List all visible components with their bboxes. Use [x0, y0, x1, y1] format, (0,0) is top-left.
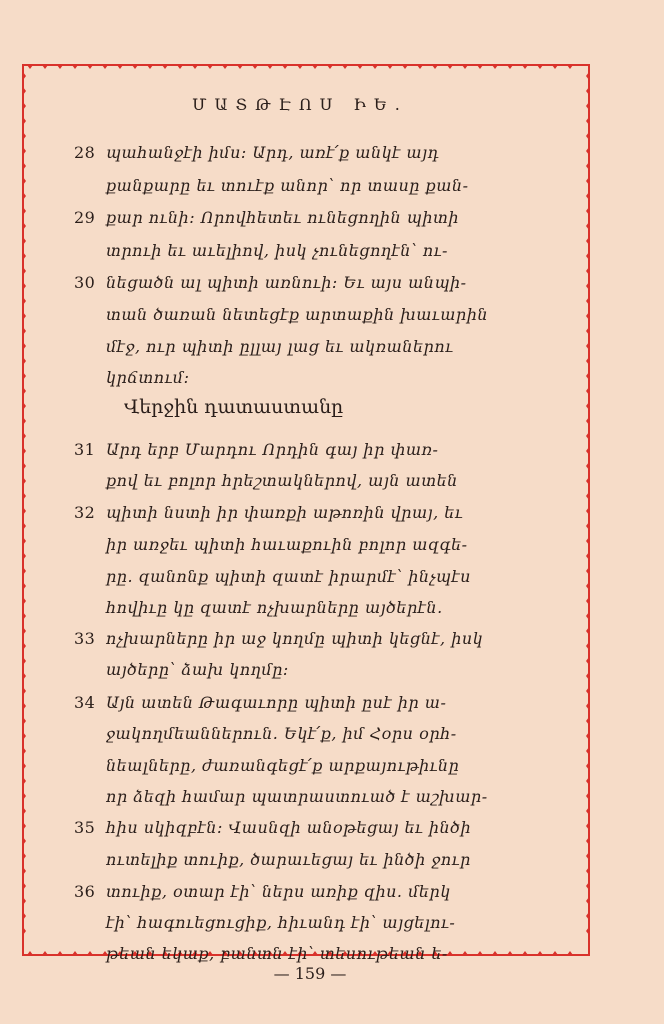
- border-diamond: [586, 552, 590, 560]
- border-diamond: [586, 312, 590, 320]
- border-diamond: [22, 522, 26, 530]
- border-diamond: [22, 357, 26, 365]
- border-diamond: [342, 64, 348, 69]
- border-diamond: [252, 64, 258, 69]
- border-diamond: [22, 222, 26, 230]
- border-diamond: [22, 567, 26, 575]
- line-text: տրուի եւ աւելիով, իսկ չունեցողէն՝ ու-: [106, 241, 448, 260]
- border-diamond: [22, 612, 26, 620]
- border-diamond: [22, 717, 26, 725]
- border-diamond: [22, 867, 26, 875]
- border-diamond: [22, 927, 26, 935]
- border-diamond: [22, 597, 26, 605]
- border-diamond: [417, 64, 423, 69]
- border-diamond: [586, 147, 590, 155]
- border-diamond: [22, 582, 26, 590]
- border-diamond: [22, 792, 26, 800]
- text-line: [74, 268, 544, 298]
- line-text: քար ունի։ Որովհետեւ ունեցողին պիտի: [106, 208, 460, 227]
- border-diamond: [357, 64, 363, 69]
- verse-number: 31: [74, 440, 96, 459]
- border-diamond: [22, 882, 26, 890]
- border-diamond: [22, 267, 26, 275]
- text-line: [74, 530, 544, 560]
- border-diamond: [586, 642, 590, 650]
- border-diamond: [586, 567, 590, 575]
- border-diamond: [22, 777, 26, 785]
- border-diamond: [586, 327, 590, 335]
- text-line: [74, 435, 544, 465]
- line-text: ոչխարները իր աջ կողմը պիտի կեցնէ, իսկ: [106, 629, 484, 648]
- border-diamond: [312, 64, 318, 69]
- border-diamond: [586, 882, 590, 890]
- border-diamond: [586, 387, 590, 395]
- border-diamond: [586, 447, 590, 455]
- border-diamond: [22, 747, 26, 755]
- verse-number: 28: [74, 143, 96, 162]
- border-diamond: [22, 117, 26, 125]
- text-line: [74, 813, 544, 843]
- text-line: [74, 363, 544, 393]
- line-text: կրճտում։: [106, 368, 190, 387]
- border-diamond: [22, 552, 26, 560]
- border-diamond: [447, 64, 453, 69]
- line-text: էի՝ հագուեցուցիք, հիւանդ էի՝ այցելու-: [106, 913, 456, 932]
- border-diamond: [586, 522, 590, 530]
- border-diamond: [586, 897, 590, 905]
- border-diamond: [586, 222, 590, 230]
- border-diamond: [22, 837, 26, 845]
- text-line: [74, 845, 544, 875]
- border-diamond: [22, 447, 26, 455]
- text-line: [74, 562, 544, 592]
- border-diamond: [586, 597, 590, 605]
- text-line: [74, 908, 544, 938]
- border-diamond: [567, 64, 573, 69]
- border-diamond: [22, 282, 26, 290]
- border-diamond: [117, 64, 123, 69]
- border-diamond: [507, 64, 513, 69]
- border-diamond: [22, 237, 26, 245]
- border-diamond: [22, 402, 26, 410]
- border-diamond: [297, 64, 303, 69]
- border-diamond: [22, 807, 26, 815]
- border-diamond: [586, 762, 590, 770]
- border-diamond: [432, 64, 438, 69]
- border-diamond: [586, 672, 590, 680]
- line-text: տան ծառան նետեցէք արտաքին խաւարին: [106, 305, 489, 324]
- border-diamond: [387, 64, 393, 69]
- border-diamond: [22, 672, 26, 680]
- border-diamond: [586, 477, 590, 485]
- border-diamond: [586, 192, 590, 200]
- border-diamond: [22, 327, 26, 335]
- text-line: [74, 332, 544, 362]
- border-diamond: [586, 912, 590, 920]
- border-diamond: [586, 87, 590, 95]
- border-diamond: [586, 462, 590, 470]
- border-diamond: [586, 582, 590, 590]
- border-diamond: [586, 822, 590, 830]
- text-line: [74, 300, 544, 330]
- border-diamond: [586, 162, 590, 170]
- border-diamond: [586, 492, 590, 500]
- border-diamond: [22, 417, 26, 425]
- border-diamond: [586, 357, 590, 365]
- text-line: [74, 624, 544, 654]
- border-diamond: [586, 372, 590, 380]
- border-diamond: [22, 822, 26, 830]
- border-diamond: [22, 537, 26, 545]
- border-diamond: [586, 117, 590, 125]
- line-text: թեան եկաք, բանտն էի՝ տեսութեան ե-: [106, 944, 448, 963]
- border-diamond: [22, 132, 26, 140]
- border-diamond: [22, 192, 26, 200]
- border-diamond: [42, 64, 48, 69]
- line-text: նեցածն ալ պիտի առնուի։ Եւ այս անպի-: [106, 273, 467, 292]
- line-text: ուտելիք տուիք, ծարաւեցայ եւ ինծի ջուր: [106, 850, 471, 869]
- line-text: հովիւը կը զատէ ոչխարները այծերէն.: [106, 598, 443, 617]
- border-diamond: [586, 627, 590, 635]
- border-diamond: [22, 372, 26, 380]
- line-text: պահանջէի իմս։ Արդ, առէ՛ք անկէ այդ: [106, 143, 440, 162]
- border-diamond: [222, 64, 228, 69]
- border-diamond: [522, 64, 528, 69]
- section-subtitle: Վերջին դատաստանը: [124, 396, 344, 418]
- border-diamond: [22, 342, 26, 350]
- text-line: [74, 751, 544, 781]
- border-diamond: [162, 64, 168, 69]
- page-number: — 159 —: [273, 964, 347, 983]
- border-diamond: [586, 417, 590, 425]
- border-diamond: [586, 657, 590, 665]
- border-diamond: [586, 342, 590, 350]
- border-diamond: [72, 64, 78, 69]
- border-diamond: [22, 627, 26, 635]
- border-diamond: [586, 252, 590, 260]
- verse-number: 35: [74, 818, 96, 837]
- border-diamond: [22, 687, 26, 695]
- border-diamond: [586, 297, 590, 305]
- border-diamond: [22, 492, 26, 500]
- text-line: [74, 877, 544, 907]
- border-diamond: [586, 867, 590, 875]
- verse-number: 29: [74, 208, 96, 227]
- border-diamond: [22, 297, 26, 305]
- text-line: [74, 688, 544, 718]
- border-diamond: [27, 64, 33, 69]
- border-diamond: [22, 252, 26, 260]
- line-text: որ ձեզի համար պատրաստուած է աշխար-: [106, 787, 488, 806]
- text-line: [74, 138, 544, 168]
- border-diamond: [22, 387, 26, 395]
- border-diamond: [552, 951, 558, 956]
- border-diamond: [22, 162, 26, 170]
- border-diamond: [586, 72, 590, 80]
- border-diamond: [57, 951, 63, 956]
- border-diamond: [586, 687, 590, 695]
- text-line: [74, 782, 544, 812]
- border-diamond: [586, 537, 590, 545]
- line-text: մէջ, ուր պիտի ըլլայ լաց եւ ակռաներու: [106, 337, 454, 356]
- border-diamond: [586, 132, 590, 140]
- border-diamond: [147, 64, 153, 69]
- border-diamond: [586, 732, 590, 740]
- line-text: իր առջեւ պիտի հաւաքուին բոլոր ազգե-: [106, 535, 468, 554]
- verse-number: 32: [74, 503, 96, 522]
- line-text: հիս սկիզբէն։ Վասնզի անօթեցայ եւ ինծի: [106, 818, 472, 837]
- border-diamond: [22, 642, 26, 650]
- page-header: ՄԱՏԹԷՈՍ ԻԵ.: [192, 95, 408, 114]
- verse-number: 30: [74, 273, 96, 292]
- border-diamond: [462, 64, 468, 69]
- border-diamond: [586, 777, 590, 785]
- verse-number: 34: [74, 693, 96, 712]
- line-text: քով եւ բոլոր հրեշտակներով, այն ատեն: [106, 471, 458, 490]
- border-diamond: [586, 207, 590, 215]
- line-text: ջակողմեաններուն. Եկէ՛ք, իմ Հօրս օրհ-: [106, 724, 457, 743]
- verse-number: 36: [74, 882, 96, 901]
- border-diamond: [586, 702, 590, 710]
- border-diamond: [22, 312, 26, 320]
- border-diamond: [586, 432, 590, 440]
- text-line: [74, 171, 544, 201]
- border-diamond: [586, 807, 590, 815]
- border-diamond: [477, 64, 483, 69]
- border-diamond: [586, 852, 590, 860]
- text-line: [74, 655, 544, 685]
- border-diamond: [586, 747, 590, 755]
- border-diamond: [22, 477, 26, 485]
- line-text: րը. զանոնք պիտի զատէ իրարմէ՝ ինչպէս: [106, 567, 471, 586]
- border-diamond: [237, 64, 243, 69]
- border-diamond: [22, 762, 26, 770]
- border-diamond: [586, 837, 590, 845]
- text-line: [74, 466, 544, 496]
- border-diamond: [87, 64, 93, 69]
- border-diamond: [567, 951, 573, 956]
- line-text: այծերը՝ ձախ կողմը։: [106, 660, 289, 679]
- line-text: տուիք, օտար էի՝ ներս առիք զիս. մերկ: [106, 882, 451, 901]
- border-diamond: [22, 912, 26, 920]
- border-diamond: [102, 64, 108, 69]
- border-diamond: [22, 147, 26, 155]
- line-text: Այն ատեն Թագաւորը պիտի ըսէ իր ա-: [106, 693, 447, 712]
- border-diamond: [192, 64, 198, 69]
- border-diamond: [492, 64, 498, 69]
- border-diamond: [22, 87, 26, 95]
- text-line: [74, 593, 544, 623]
- border-diamond: [22, 507, 26, 515]
- border-diamond: [586, 507, 590, 515]
- border-diamond: [586, 927, 590, 935]
- line-text: նեալները, ժառանգեցէ՛ք արքայութիւնը: [106, 756, 460, 775]
- border-diamond: [586, 717, 590, 725]
- border-diamond: [22, 657, 26, 665]
- border-diamond: [22, 702, 26, 710]
- border-diamond: [177, 64, 183, 69]
- text-line: [74, 719, 544, 749]
- border-diamond: [586, 282, 590, 290]
- border-diamond: [537, 64, 543, 69]
- border-diamond: [22, 207, 26, 215]
- line-text: քանքարը եւ տուէք անոր՝ որ տասը քան-: [106, 176, 469, 195]
- text-line: [74, 203, 544, 233]
- border-diamond: [207, 64, 213, 69]
- border-diamond: [586, 612, 590, 620]
- line-text: պիտի նստի իր փառքի աթոռին վրայ, եւ: [106, 503, 464, 522]
- border-diamond: [22, 432, 26, 440]
- border-diamond: [22, 72, 26, 80]
- border-diamond: [22, 177, 26, 185]
- border-diamond: [27, 951, 33, 956]
- border-diamond: [267, 64, 273, 69]
- border-diamond: [132, 64, 138, 69]
- border-diamond: [22, 462, 26, 470]
- border-diamond: [586, 267, 590, 275]
- border-diamond: [552, 64, 558, 69]
- border-diamond: [22, 852, 26, 860]
- border-diamond: [42, 951, 48, 956]
- border-diamond: [22, 897, 26, 905]
- border-diamond: [327, 64, 333, 69]
- border-diamond: [586, 402, 590, 410]
- text-line: [74, 236, 544, 266]
- border-diamond: [282, 64, 288, 69]
- border-diamond: [372, 64, 378, 69]
- border-diamond: [57, 64, 63, 69]
- line-text: Արդ երբ Մարդու Որդին գայ իր փառ-: [106, 440, 439, 459]
- border-diamond: [586, 237, 590, 245]
- border-diamond: [402, 64, 408, 69]
- border-diamond: [586, 792, 590, 800]
- text-line: [74, 498, 544, 528]
- border-diamond: [22, 732, 26, 740]
- border-diamond: [586, 177, 590, 185]
- verse-number: 33: [74, 629, 96, 648]
